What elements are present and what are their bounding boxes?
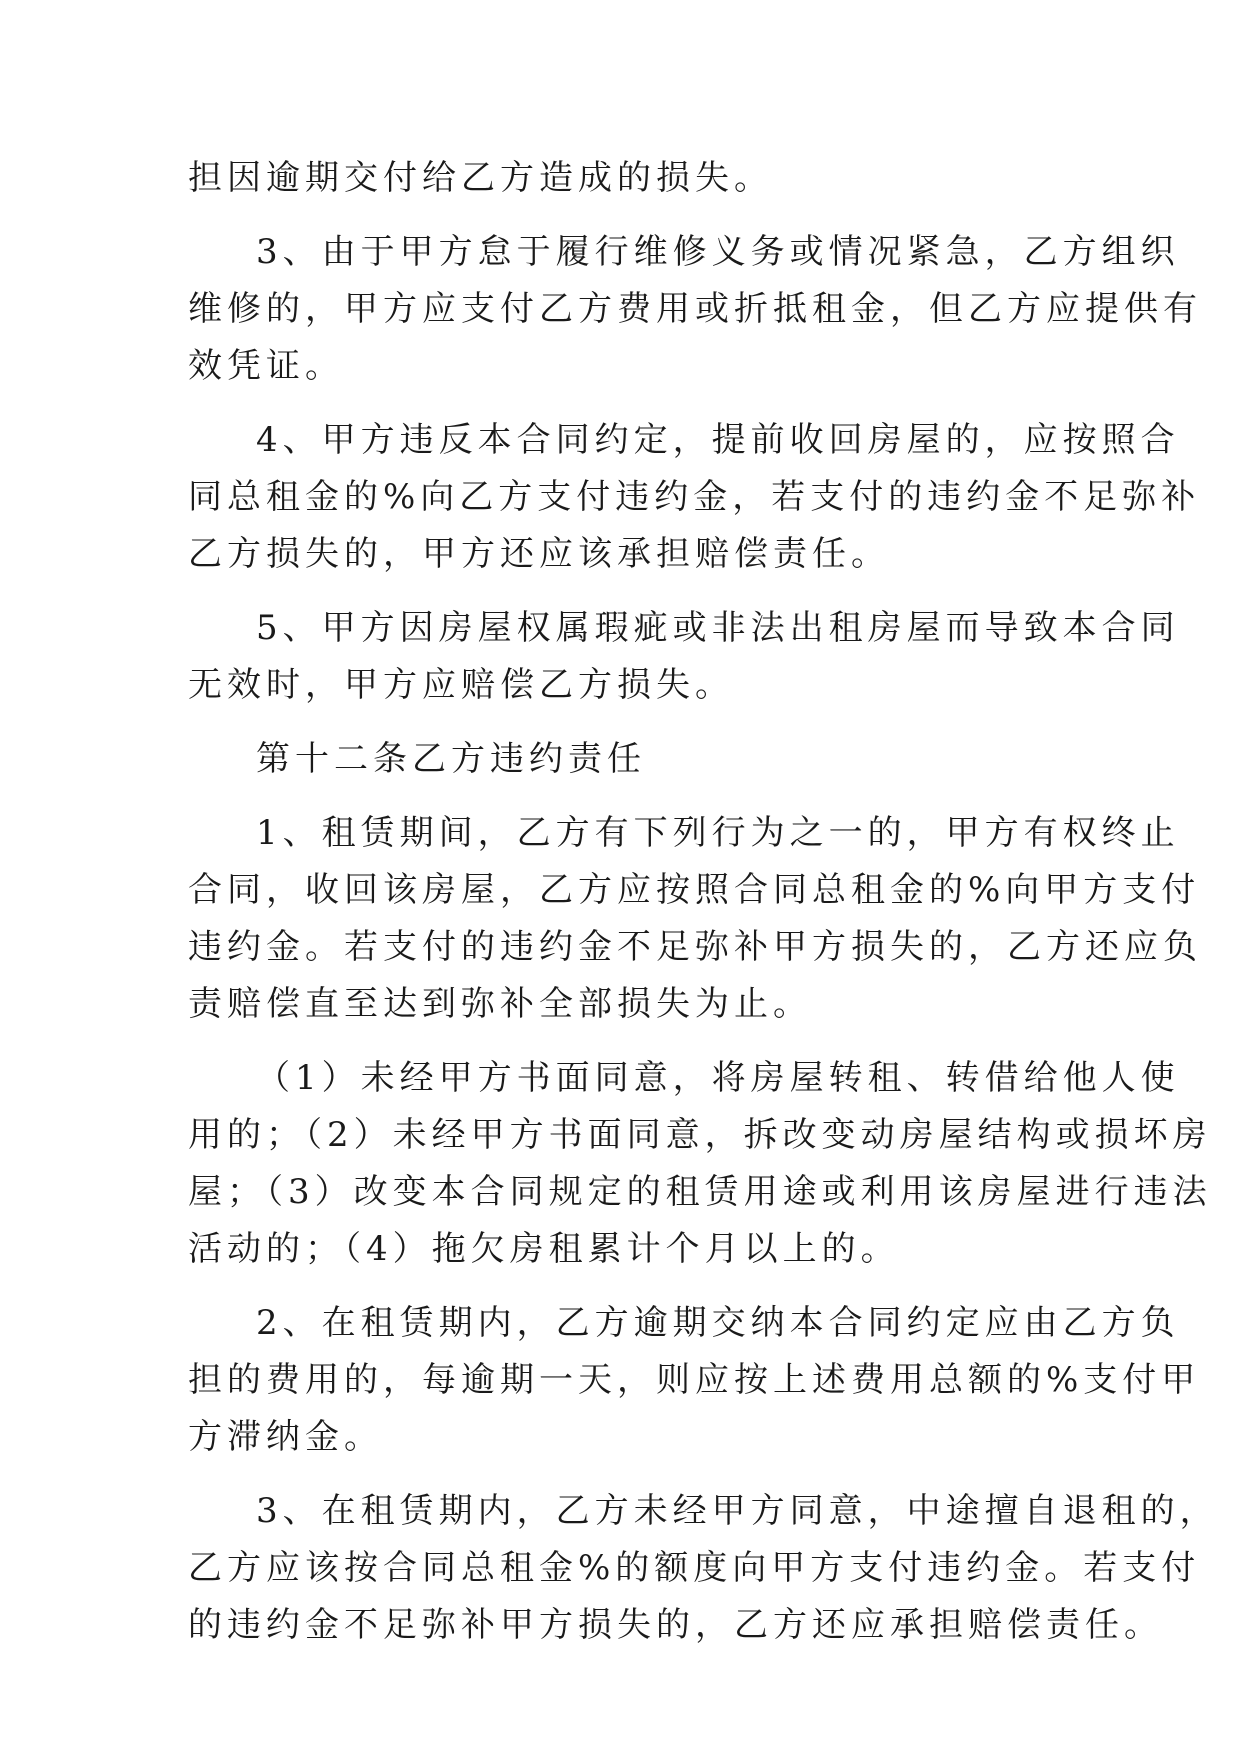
paragraph-p8: [188, 1295, 1201, 1466]
text-line: 2、在租赁期内，乙方逾期交纳本合同约定应由乙方负: [256, 1303, 1180, 1343]
text-line: 担的费用的，每逾期一天，则应按上述费用总额的%支付甲: [188, 1360, 1201, 1400]
text-line: 活动的；（4）拖欠房租累计个月以上的。: [188, 1229, 900, 1269]
text-line: 无效时，甲方应赔偿乙方损失。: [188, 665, 734, 705]
paragraph-p1: [188, 150, 1048, 207]
text-line: 担因逾期交付给乙方造成的损失。: [188, 158, 773, 198]
text-line: 屋；（3）改变本合同规定的租赁用途或利用该房屋进行违法: [188, 1172, 1212, 1212]
text-line: 4、甲方违反本合同约定，提前收回房屋的，应按照合: [256, 420, 1180, 460]
text-line: 用的；（2）未经甲方书面同意，拆改变动房屋结构或损坏房: [188, 1115, 1212, 1155]
section-heading: [188, 731, 1048, 788]
text-line: 3、在租赁期内，乙方未经甲方同意，中途擅自退租的，: [256, 1491, 1219, 1531]
text-line: 方滞纳金。: [188, 1417, 383, 1457]
text-line: 乙方损失的，甲方还应该承担赔偿责任。: [188, 534, 890, 574]
paragraph-p9: [188, 1483, 1219, 1654]
paragraph-p7: [188, 1050, 1212, 1278]
text-line: 5、甲方因房屋权属瑕疵或非法出租房屋而导致本合同: [256, 608, 1180, 648]
paragraph-p3: [188, 412, 1201, 583]
text-line: 3、由于甲方怠于履行维修义务或情况紧急，乙方组织: [256, 232, 1180, 272]
text-line: 的违约金不足弥补甲方损失的，乙方还应承担赔偿责任。: [188, 1605, 1163, 1645]
text-line: 合同，收回该房屋，乙方应按照合同总租金的%向甲方支付: [188, 870, 1201, 910]
paragraph-p4: [188, 600, 1180, 714]
text-line: 乙方应该按合同总租金%的额度向甲方支付违约金。若支付: [188, 1548, 1201, 1588]
text-line: 效凭证。: [188, 346, 344, 386]
paragraph-p2: [188, 224, 1202, 395]
text-line: 第十二条乙方违约责任: [256, 739, 646, 779]
text-line: 责赔偿直至达到弥补全部损失为止。: [188, 984, 812, 1024]
text-line: 违约金。若支付的违约金不足弥补甲方损失的，乙方还应负: [188, 927, 1202, 967]
text-line: 维修的，甲方应支付乙方费用或折抵租金，但乙方应提供有: [188, 289, 1202, 329]
paragraph-p6: [188, 805, 1202, 1033]
text-line: 1、租赁期间，乙方有下列行为之一的，甲方有权终止: [256, 813, 1180, 853]
text-line: （1）未经甲方书面同意，将房屋转租、转借给他人使: [256, 1058, 1180, 1098]
body-text: [188, 150, 1219, 1654]
text-line: 同总租金的%向乙方支付违约金，若支付的违约金不足弥补: [188, 477, 1201, 517]
